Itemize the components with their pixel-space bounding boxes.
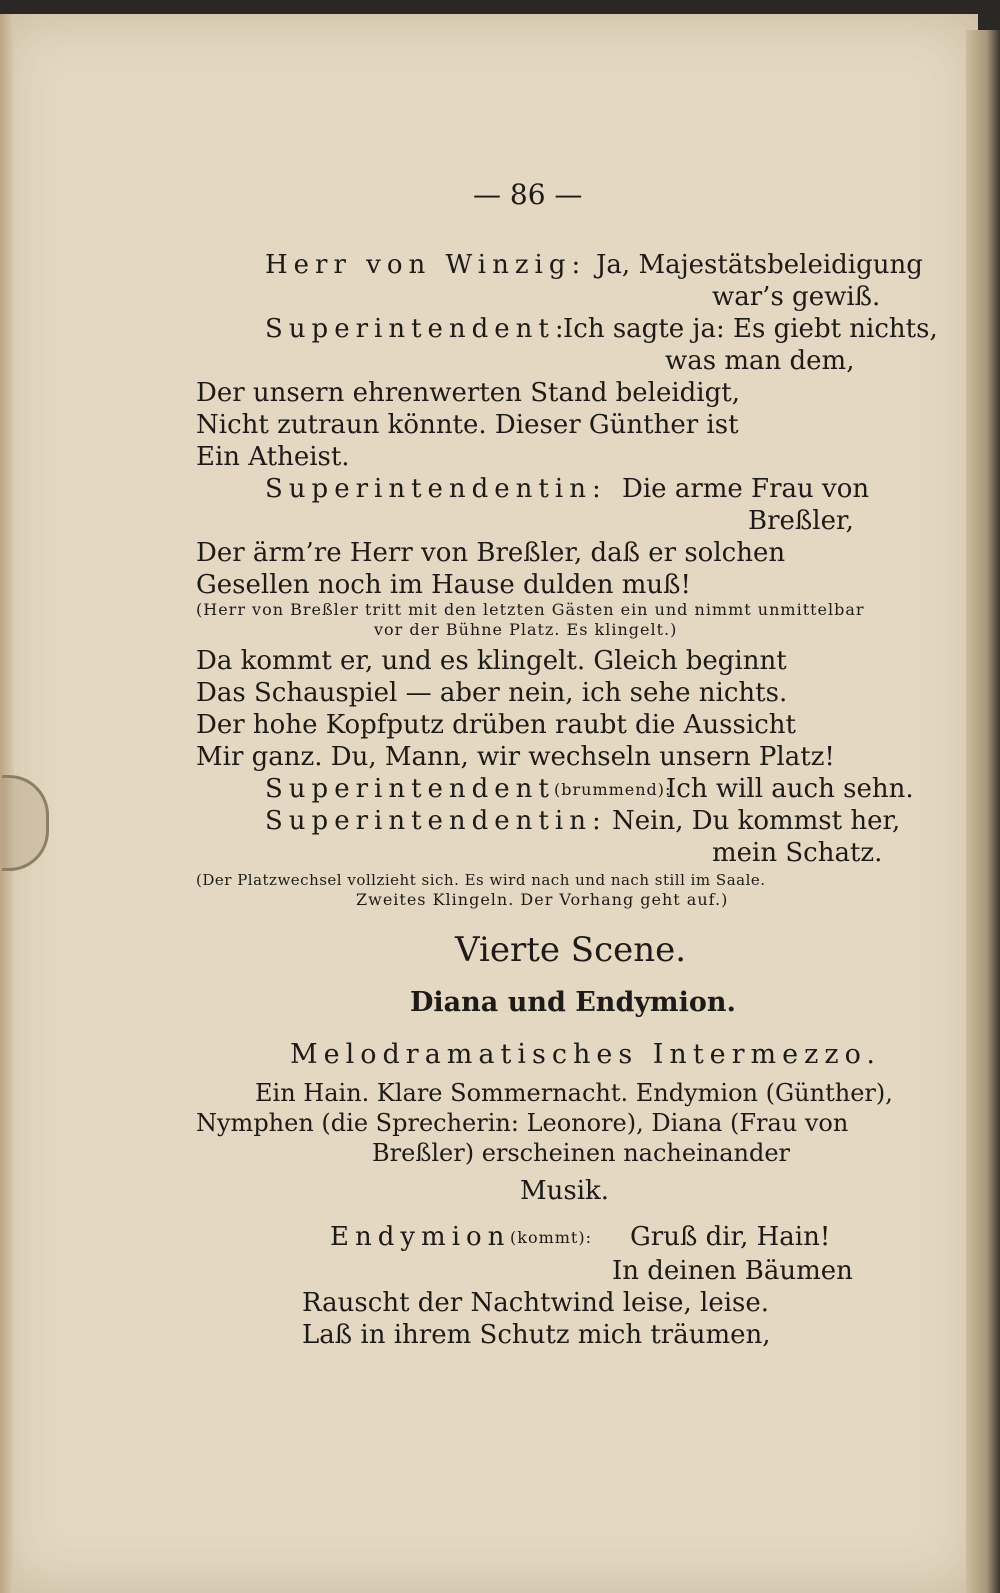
text-line: Die arme Frau von: [622, 474, 870, 504]
text-line: Ein Atheist.: [196, 442, 350, 472]
text-line: Nicht zutraun könnte. Dieser Günther ist: [196, 410, 739, 440]
verse-line: Rauscht der Nachtwind leise, leise.: [302, 1288, 770, 1318]
stage-direction: (Der Platzwechsel vollzieht sich. Es wird nach und nach still im Saale.: [196, 871, 766, 889]
text-line: Breßler,: [748, 506, 854, 536]
speaker-label: Superintendentin:: [265, 806, 607, 836]
verse-line: Gruß dir, Hain!: [630, 1222, 831, 1252]
text-line: Ja, Majestätsbeleidigung: [596, 250, 923, 280]
text-line: Nein, Du kommst her,: [612, 806, 901, 836]
text-line: Ich sagte ja: Es giebt nichts,: [563, 314, 938, 344]
speaker-label: Endymion: [330, 1222, 511, 1252]
text-line: war’s gewiß.: [712, 282, 881, 312]
text-line: Der hohe Kopfputz drüben raubt die Aussicht: [196, 710, 796, 740]
setting-description: Breßler) erscheinen nacheinander: [372, 1139, 791, 1167]
text-line: Der unsern ehrenwerten Stand beleidigt,: [196, 378, 740, 408]
setting-description: Ein Hain. Klare Sommernacht. Endymion (Günther),: [255, 1079, 893, 1107]
verse-line: In deinen Bäumen: [612, 1256, 853, 1286]
text-line: was man dem,: [665, 346, 855, 376]
stage-direction: vor der Bühne Platz. Es klingelt.): [374, 620, 678, 639]
text-line: Der ärm’re Herr von Breßler, daß er solchen: [196, 538, 786, 568]
speaker-label: Herr von Winzig:: [265, 250, 587, 280]
scene-subtitle: Diana und Endymion.: [410, 987, 736, 1018]
setting-description: Nymphen (die Sprecherin: Leonore), Diana (Frau von: [196, 1109, 849, 1137]
verse-line: Laß in ihrem Schutz mich träumen,: [302, 1320, 771, 1350]
page-edge: [966, 30, 1000, 1593]
stage-direction: (kommt):: [510, 1228, 592, 1247]
stage-direction: (brummend):: [554, 780, 672, 799]
stage-direction: Zweites Klingeln. Der Vorhang geht auf.): [356, 890, 729, 909]
speaker-label: Superintendent:: [265, 314, 570, 344]
text-line: Gesellen noch im Hause dulden muß!: [196, 570, 691, 600]
text-line: Das Schauspiel — aber nein, ich sehe nichts.: [196, 678, 788, 708]
stage-direction: (Herr von Breßler tritt mit den letzten Gästen ein und nimmt unmittelbar: [196, 600, 865, 619]
music-cue: Musik.: [520, 1176, 610, 1206]
text-line: Mir ganz. Du, Mann, wir wechseln unsern Platz!: [196, 742, 835, 772]
speaker-label: Superintendent: [265, 774, 555, 804]
intermezzo-heading: Melodramatisches Intermezzo.: [290, 1039, 881, 1070]
scene-title: Vierte Scene.: [455, 930, 687, 970]
text-line: mein Schatz.: [712, 838, 883, 868]
text-line: Da kommt er, und es klingelt. Gleich beginnt: [196, 646, 787, 676]
text-line: Ich will auch sehn.: [666, 774, 914, 804]
speaker-label: Superintendentin:: [265, 474, 607, 504]
page-number: — 86 —: [473, 178, 583, 211]
